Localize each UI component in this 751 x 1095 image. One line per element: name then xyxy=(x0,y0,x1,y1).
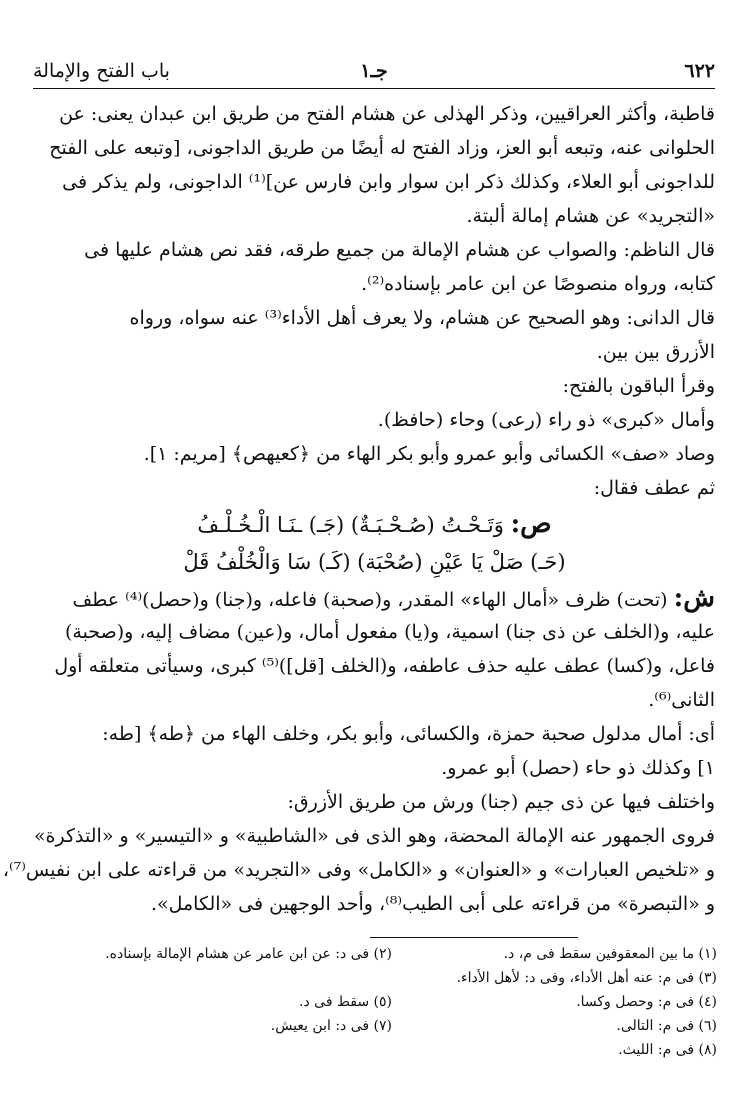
footnote: (٤) فى م: وحصل وكسا. xyxy=(576,994,717,1010)
footnote-separator xyxy=(370,937,578,938)
text-line: وصاد «صف» الكسائى وأبو عمرو وأبو بكر الهاء من ﴿كعيهص﴾ [مريم: ١]. xyxy=(143,443,715,465)
text-line: قال الدانى: وهو الصحيح عن هشام، ولا يعرف أهل الأداء⁽³⁾ عنه سواه، ورواه xyxy=(129,307,715,329)
footnote: (٨) فى م: الليث. xyxy=(618,1042,717,1058)
commentary-line xyxy=(34,581,715,615)
footnote-row xyxy=(34,1038,717,1062)
text-line: كتابه، ورواه منصوصًا عن ابن عامر بإسناده⁽²⁾. xyxy=(361,273,715,295)
volume-label: جـ١ xyxy=(360,60,388,82)
text-line: للداجونى أبو العلاء، وكذلك ذكر ابن سوار وابن فارس عن]⁽¹⁾ الداجونى، ولم يذكر فى xyxy=(62,171,715,193)
poem-verse-line-1 xyxy=(34,505,715,543)
commentary-mark: ش: xyxy=(673,583,715,613)
chapter-title: باب الفتح والإمالة xyxy=(33,60,170,82)
text-line: الأزرق بين بين. xyxy=(596,341,715,363)
text-line: «التجريد» عن هشام إمالة ألبتة. xyxy=(466,205,715,227)
poem-verse-line-2: (حَـ) صَلْ يَا عَيْنِ (صُحْبَة) (كَـ) سَا وَالْخُلْفُ قَلْ xyxy=(183,550,566,574)
footnote: (١) ما بين المعقوفين سقط فى م، د. xyxy=(503,946,717,962)
footnote: (٣) فى م: عنه أهل الأداء، وفى د: لأهل الأداء. xyxy=(456,970,717,986)
verse-text: وَتَـحْـتُ (صُـحْـبَـةٌ) (جَـ) ـنَـا الْـخُـلْـفُ xyxy=(197,513,504,537)
text-line: الحلوانى عنه، وتبعه أبو العز، وزاد الفتح له أيضًا من طريق الداجونى، [وتبعه على الفتح xyxy=(49,137,715,159)
footnote: (٥) سقط فى د. xyxy=(299,994,392,1010)
text-line: قال الناظم: والصواب عن هشام الإمالة من جميع طرقه، فقد نص هشام عليها فى xyxy=(84,239,715,261)
commentary-text: (تحت) ظرف «أمال الهاء» المقدر، و(صحبة) فاعله، و(جنا) و(حصل)⁽⁴⁾ عطف xyxy=(72,589,668,611)
text-line: أى: أمال مدلول صحبة حمزة، والكسائى، وأبو بكر، وخلف الهاء من ﴿طه﴾ [طه: xyxy=(102,723,715,745)
text-line: واختلف فيها عن ذى جيم (جنا) ورش من طريق الأزرق: xyxy=(287,791,715,813)
text-line: و «التبصرة» من قراءته على أبى الطيب⁽⁸⁾، وأحد الوجهين فى «الكامل». xyxy=(150,893,715,915)
text-line: و «تلخيص العبارات» و «العنوان» و «الكامل» وفى «التجريد» من قراءته على ابن نفيس⁽⁷⁾، xyxy=(2,859,715,881)
text-line: قاطبة، وأكثر العراقيين، وذكر الهذلى عن هشام الفتح من طريق ابن عبدان يعنى: عن xyxy=(59,103,715,125)
commentary-line: فاعل، و(كسا) عطف عليه حذف عاطفه، و(الخلف [قل])⁽⁵⁾ كبرى، وسيأتى متعلقه أول xyxy=(54,655,715,677)
text-line: فروى الجمهور عنه الإمالة المحضة، وهو الذى فى «الشاطبية» و «التيسير» و «التذكرة» xyxy=(33,825,715,847)
main-text xyxy=(2,97,715,921)
commentary-line: الثانى⁽⁶⁾. xyxy=(648,689,715,711)
text-line: ١] وكذلك ذو حاء (حصل) أبو عمرو. xyxy=(441,757,715,779)
page-header xyxy=(33,48,715,89)
footnote: (٦) فى م: التالى. xyxy=(616,1018,717,1034)
footnotes xyxy=(34,942,717,1062)
text-line: ثم عطف فقال: xyxy=(593,477,715,499)
footnote: (٢) فى د: عن ابن عامر عن هشام الإمالة بإسناده. xyxy=(105,946,392,962)
text-line: وأمال «كبرى» ذو راء (رعى) وحاء (حافظ). xyxy=(377,409,715,431)
footnote-row xyxy=(34,990,717,1014)
commentary-line: عليه، و(الخلف عن ذى جنا) اسمية، و(يا) مفعول أمال، و(عين) مضاف إليه، و(صحبة) xyxy=(64,621,715,643)
footnote-row xyxy=(34,966,717,990)
footnote-row xyxy=(34,942,717,966)
text-line: وقرأ الباقون بالفتح: xyxy=(562,375,715,397)
footnote-row xyxy=(34,1014,717,1038)
footnote: (٧) فى د: ابن يعيش. xyxy=(270,1018,392,1034)
verse-mark: ص: xyxy=(510,509,552,539)
page-number: ٦٢٢ xyxy=(684,60,715,82)
